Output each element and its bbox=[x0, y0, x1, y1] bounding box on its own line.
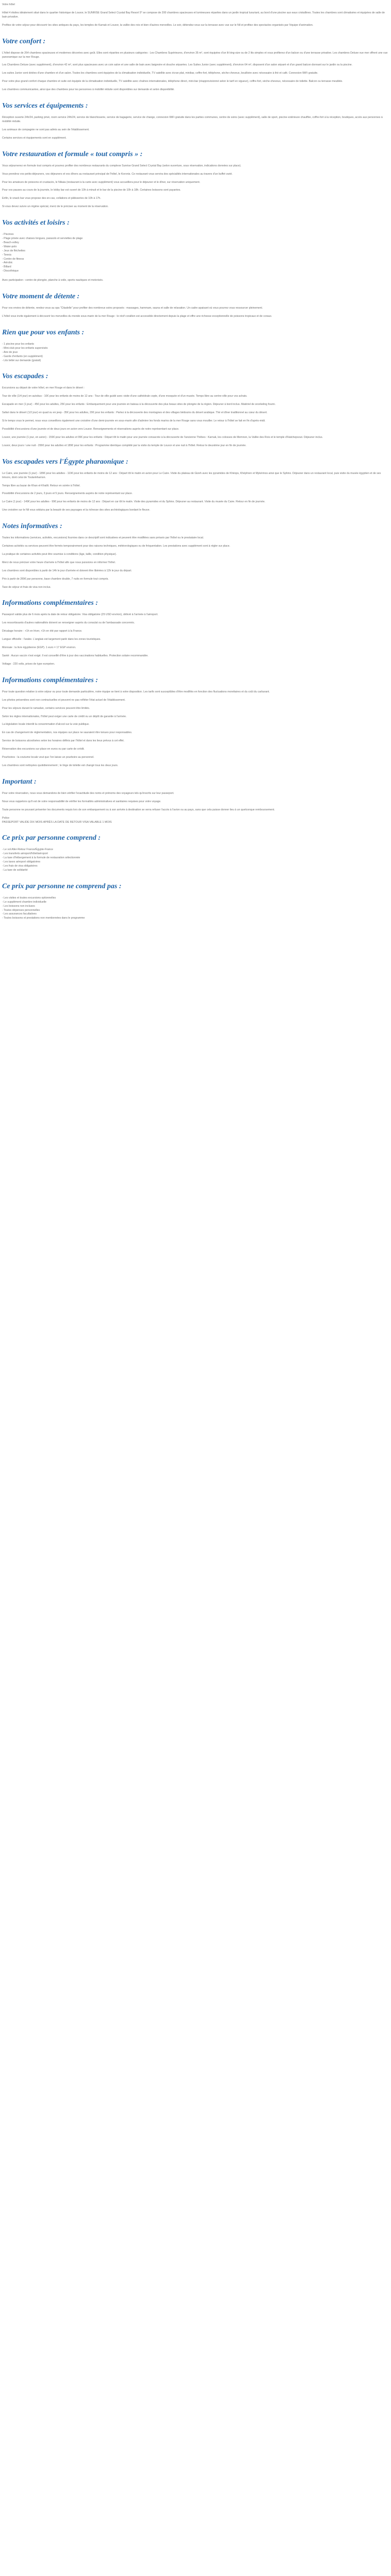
police-label: Police bbox=[2, 816, 10, 820]
list-item: - Beach-volley bbox=[2, 241, 19, 244]
kids-section bbox=[2, 328, 389, 363]
paragraph: La législation locale interdit la consommation d'alcool sur la voie publique. bbox=[2, 723, 90, 726]
paragraph: Les photos présentées sont non contractuelles et peuvent ne pas refléter l'état actuel de l'établissement. bbox=[2, 698, 126, 702]
comfort-section bbox=[2, 37, 389, 92]
list-item: - Billard bbox=[2, 265, 11, 269]
paragraph: Si le temps vous le permet, nous vous conseillons également une croisière d'une demi-journée en sous-marin afin d'admirer les fonds marins de la mer Rouge sans vous mouiller. Le retour à l'hôtel se fait en fin d'après-midi. bbox=[2, 419, 266, 423]
paragraph: Excursions au départ de votre hôtel, en mer Rouge et dans le désert : bbox=[2, 386, 85, 390]
section-title: Vos services et équipements : bbox=[2, 102, 88, 110]
list-item: - Water-polo bbox=[2, 245, 17, 248]
list-item: - Les assurances facultatives bbox=[2, 912, 37, 916]
paragraph: Les animaux de compagnie ne sont pas admis au sein de l'établissement. bbox=[2, 128, 90, 131]
list-item: - Toutes dépenses personnelles bbox=[2, 908, 40, 912]
relax-section bbox=[2, 292, 389, 319]
paragraph: L'hôtel vous invite également à découvrir les merveilles du monde sous-marin de la mer Rouge : le récif corallien est accessible directement depuis la plage et offre une richesse exceptionnelle de poissons tropicaux et de coraux. bbox=[2, 315, 272, 318]
activities-section bbox=[2, 218, 389, 283]
paragraph: Possibilité d'excursions d'une journée et de deux jours en avion vers Louxor. Renseignements et réservations auprès de notre représentant sur place. bbox=[2, 427, 180, 431]
section-title: Informations complémentaires : bbox=[2, 676, 98, 684]
paragraph: Toute personne ne pouvant présenter les documents requis lors de son embarquement ou à son arrivée à destination se verra refuser l'accès à l'avion ou au pays, sans que cela puisse donner lieu à un quelconque remboursement. bbox=[2, 808, 275, 811]
paragraph: Prix à partir de 289€ par personne, base chambre double, 7 nuits en formule tout compris. bbox=[2, 577, 109, 581]
list-item: - Discothèque bbox=[2, 269, 19, 273]
list-item: - La taxe de solidarité bbox=[2, 868, 28, 872]
paragraph: Taxe de séjour et frais de visa non inclus. bbox=[2, 585, 51, 589]
list-item: - Le vol Aller-Retour France/Égypte-France bbox=[2, 848, 53, 852]
paragraph: Les chambres communicantes, ainsi que des chambres pour les personnes à mobilité réduite sont disponibles sur demande et selon disponibilité. bbox=[2, 88, 175, 92]
paragraph: Monnaie : la livre égyptienne (EGP). 1 euro = 17 EGP environ. bbox=[2, 646, 76, 650]
list-item: - Piscines bbox=[2, 233, 14, 236]
paragraph: Possibilité d'excursions de 2 jours, 3 jours et 5 jours. Renseignements auprès de notre représentant sur place. bbox=[2, 492, 133, 496]
section-title: Vos escapades vers l'Égypte pharaonique : bbox=[2, 457, 128, 466]
paragraph: Pour les amateurs de poissons et crustacés, le Nikaia (restaurant à la carte avec supplément) vous accueillera pour le déjeuner et le dîner, sur réservation uniquement. bbox=[2, 180, 201, 184]
intro-paragraph: Hôtel 4 étoiles idéalement situé dans le quartier historique de Louxor, le SUNRISE Grand Select Crystal Bay Resort 5* se compose de 200 chambres spacieuses et lumineuses réparties dans un jardin tropical luxuriant, au bord d'une piscine aux eaux cristallines. Toutes les chambres sont climatisées et équipées de salle de bain privative. bbox=[2, 11, 385, 19]
paragraph: Réservation des excursions sur place en euros ou par carte de crédit. bbox=[2, 748, 85, 751]
paragraph: Pour votre réservation, nous vous demandons de bien vérifier l'exactitude des noms et prénoms des voyageurs tels qu'inscrits sur leur passeport. bbox=[2, 791, 174, 795]
paragraph: Pour votre plus grand confort chaque chambre et suite est équipée de la climatisation individuelle, TV satellite avec chaînes internationales, téléphone direct, mini-bar (réapprovisionné selon le tarif en vigueur), coffre-fort, sèche-cheveux, nécessaire de toilette. Balcon ou terrasse meublée. bbox=[2, 80, 343, 83]
extra-info-section bbox=[2, 676, 389, 768]
egypt-section bbox=[2, 457, 389, 513]
services-section bbox=[2, 101, 389, 141]
passport-callout: PASSEPORT VALIDE DIX MOIS APRÈS LA DATE DE RETOUR VISA VALABLE 1 MOIS bbox=[2, 820, 112, 824]
list-item: - Aérobic bbox=[2, 261, 13, 265]
list-item: - Les taxes aéroport obligatoires bbox=[2, 860, 41, 864]
list-item: - Plage privée avec chaises longues, parasols et serviettes de plage bbox=[2, 237, 83, 241]
paragraph: Les chambres sont nettoyées quotidiennement ; le linge de toilette est changé tous les deux jours. bbox=[2, 764, 119, 767]
list-item: - Centre de fitness bbox=[2, 257, 24, 261]
paragraph: Pourboires : la coutume locale veut que l'on laisse un pourboire au personnel. bbox=[2, 756, 94, 759]
paragraph: Toutes les informations (services, activités, excursions) fournies dans ce descriptif sont indicatives et peuvent être modifiées sans préavis par l'hôtel ou le prestataire local. bbox=[2, 536, 204, 540]
paragraph: Les chambres sont disponibles à partir de 14h le jour d'arrivée et doivent être libérées à 12h le jour du départ. bbox=[2, 569, 132, 572]
paragraph: Vous prendrez vos petits-déjeuners, vos déjeuners et vos dîners au restaurant principal de l'hôtel, le Koronis. Ce restaurant vous servira des spécialités internationales au travers d'un buffet varié. bbox=[2, 172, 233, 176]
section-title: Vos escapades : bbox=[2, 372, 48, 381]
list-item: - Tennis bbox=[2, 253, 12, 257]
list-item: - Les transferts aéroport/hôtel/aéroport bbox=[2, 852, 48, 856]
list-item: - 1 piscine pour les enfants bbox=[2, 342, 34, 346]
section-title: Ce prix par personne comprend : bbox=[2, 834, 101, 842]
paragraph: Les Chambres Deluxe (avec supplément), d'environ 42 m², sont plus spacieuses avec un coin salon et une salle de bain avec baignoire et douche séparées. Les Suites Junior (avec supplément), d'environ 64 m², disposent d'un salon séparé et d'un grand balcon donnant sur le jardin ou la piscine. bbox=[2, 63, 353, 67]
paragraph: Pour les séjours durant le ramadan, certains services peuvent être limités. bbox=[2, 706, 90, 710]
paragraph: Passeport valide plus de 6 mois après la date de retour obligatoire. Visa obligatoire (25 USD environ), délivré à l'arrivée à l'aéroport. bbox=[2, 613, 158, 617]
paragraph: Enfin, le snack bar vous propose des en-cas, collations et pâtisseries de 10h à 17h. bbox=[2, 197, 101, 200]
important-section bbox=[2, 777, 389, 825]
paragraph: Les ressortissants d'autres nationalités doivent se renseigner auprès du consulat ou de l'ambassade concernés. bbox=[2, 621, 135, 625]
intro-section bbox=[2, 3, 389, 28]
paragraph: Certaines activités ou services peuvent être fermés temporairement pour des raisons techniques, météorologiques ou de fréquentation. Les prestations avec supplément sont à régler sur place. bbox=[2, 545, 231, 548]
paragraph: La pratique de certaines activités peut être soumise à conditions (âge, taille, condition physique). bbox=[2, 552, 117, 556]
list-item: - Les boissons non incluses bbox=[2, 904, 35, 908]
paragraph: Une croisière sur le Nil vous séduira par la beauté de ses paysages et la richesse des sites archéologiques bordant le fleuve. bbox=[2, 509, 150, 512]
paragraph: Merci de nous préciser votre heure d'arrivée à l'hôtel afin que nous puissions en informer l'hôtel. bbox=[2, 561, 116, 564]
paragraph: L'hôtel dispose de 264 chambres spacieuses et modernes décorées avec goût. Elles sont réparties en plusieurs catégories : Les Chambres Supérieures, d'environ 35 m², sont équipées d'un lit king-size ou de 2 lits simples et vous profiterez d'un balcon ou d'une terrasse privative. Les chambres Deluxe vue mer offrent une vue panoramique sur la mer Rouge. bbox=[2, 51, 388, 59]
paragraph: Avec participation : centre de plongée, planche à voile, sports nautiques et motorisés. bbox=[2, 279, 104, 282]
excursions-section bbox=[2, 372, 389, 448]
practical-section bbox=[2, 599, 389, 666]
paragraph: Tour de ville (1/4 jour) en autobus - 10€ pour les enfants de moins de 12 ans : Tour de ville guidé avec visite d'une cathédrale copte, d'une mosquée et d'un musée. Temps libre au centre-ville pour vos achats. bbox=[2, 395, 248, 398]
section-title: Vos activités et loisirs : bbox=[2, 219, 70, 227]
list-item: - Garde d'enfants (en supplément) bbox=[2, 354, 43, 358]
paragraph: Service de boissons alcoolisées selon les horaires définis par l'hôtel et dans les lieux prévus à cet effet. bbox=[2, 739, 125, 743]
section-title: Rien que pour vos enfants : bbox=[2, 328, 85, 336]
section-title: Ce prix par personne ne comprend pas : bbox=[2, 882, 122, 890]
paragraph: Santé : Aucun vaccin n'est exigé. Il est conseillé d'être à jour des vaccinations habituelles. Protection solaire recommandée. bbox=[2, 654, 149, 657]
paragraph: Vous séjournerez en formule tout compris et pourrez profiter des nombreux restaurants du complexe Sunrise Grand Select Crystal Bay (selon ouverture, sous réservation, indications données sur place). bbox=[2, 164, 241, 167]
intro-paragraph: Profitez de votre séjour pour découvrir les sites antiques du pays, les temples de Karnak et Louxor, la vallée des rois et bien d'autres merveilles. Le soir, détendez-vous sur la terrasse avec vue sur le Nil et profitez des spectacles organisés par l'équipe d'animation. bbox=[2, 23, 314, 27]
notes-section bbox=[2, 522, 389, 589]
paragraph: Pour toute question relative à votre séjour ou pour toute demande particulière, notre équipe se tient à votre disposition. Les tarifs sont susceptibles d'être modifiés en fonction des fluctuations monétaires et du coût du carburant. bbox=[2, 690, 270, 693]
section-title: Notes informatives : bbox=[2, 522, 62, 531]
intro-heading: Votre hôtel bbox=[2, 3, 15, 6]
paragraph: Langue officielle : l'arabe. L'anglais est largement parlé dans les zones touristiques. bbox=[2, 638, 101, 641]
section-title: Votre moment de détente : bbox=[2, 293, 80, 301]
paragraph: Temps libre au bazar de Khan el-Khalili. Retour en soirée à l'hôtel. bbox=[2, 484, 80, 487]
list-item: - Mini-club pour les enfants supervisés bbox=[2, 346, 48, 350]
list-item: - Les frais de visa obligatoires bbox=[2, 865, 38, 868]
paragraph: Nous vous rappelons qu'il est de votre responsabilité de vérifier les formalités administratives et sanitaires requises pour votre voyage. bbox=[2, 800, 161, 803]
list-item: - Jeux de fléchettes bbox=[2, 249, 25, 252]
list-item: - Lits bébé sur demande (gratuit) bbox=[2, 359, 41, 362]
paragraph: Pour vos envies de détente, rendez-vous au spa "Citadelle" pour profiter des nombreux soins proposés : massages, hammam, sauna et salle de relaxation. Un cadre apaisant où vous pourrez vous ressourcer pleinement. bbox=[2, 307, 263, 310]
list-item: - Aire de jeux bbox=[2, 350, 18, 354]
list-item: - Le supplément chambre individuelle bbox=[2, 900, 46, 904]
paragraph: Louxor, une journée (1 jour, en avion) - 159€ pour les adultes et 99€ pour les enfants : Départ tôt le matin pour une journée consacrée à la découverte de l'ancienne Thèbes : Karnak, les colosses de Memnon, la Vallée des Rois et le temple d'Hatchepsout. Déjeuner inclus. bbox=[2, 435, 323, 439]
section-title: Votre restauration et formule « tout compris » : bbox=[2, 150, 143, 158]
paragraph: Réception ouverte 24h/24, parking privé, room service 24h/24, service de blanchisserie, service de bagagerie, service de change, connexion WiFi gratuite dans les parties communes, centre de soins (avec supplément), salle de sport, piscine extérieure chauffée, coffre-fort à la réception, boutiques, accès aux personnes à mobilité réduite. bbox=[2, 116, 383, 123]
section-title: Informations complémentaires : bbox=[2, 599, 98, 607]
price-excludes-section bbox=[2, 882, 389, 921]
paragraph: Escapade en mer (1 jour) - 45€ pour les adultes, 25€ pour les enfants : Embarquement pour une journée en bateau à la découverte des plus beaux sites de plongée de la région. Déjeuner à bord inclus. Matériel de snorkeling fourni. bbox=[2, 403, 276, 406]
dining-section bbox=[2, 150, 389, 209]
paragraph: Le Caire (1 jour) - 149€ pour les adultes - 99€ pour les enfants de moins de 12 ans : Départ en car tôt le matin. Visite des pyramides et du Sphinx. Déjeuner au restaurant. Visite du musée du Caire. Retour en fin de journée. bbox=[2, 500, 266, 504]
paragraph: Pour vos pauses au cours de la journée, le lobby bar est ouvert de 10h à minuit et le bar de la piscine de 10h à 18h. Certaines boissons sont payantes. bbox=[2, 189, 181, 192]
paragraph: Les suites Junior sont dotées d'une chambre et d'un salon. Toutes les chambres sont équipées de la climatisation individuelle, TV satellite avec écran plat, minibar, coffre-fort, téléphone, sèche-cheveux, bouilloire avec nécessaire à thé et café. Connexion WiFi gratuite. bbox=[2, 72, 318, 75]
paragraph: Si vous devez suivre un régime spécial, merci de le préciser au moment de la réservation. bbox=[2, 205, 109, 209]
paragraph: Voltage : 220 volts, prises de type européen. bbox=[2, 662, 55, 666]
paragraph: Louxor, deux jours / une nuit - 299€ pour les adultes et 189€ pour les enfants : Programme identique complété par la visite du temple de Louxor et une nuit à l'hôtel. Retour le deuxième jour en fin de journée. bbox=[2, 444, 247, 447]
list-item: - La taxe d'hébergement à la formule de restauration sélectionnée bbox=[2, 856, 80, 860]
section-title: Votre confort : bbox=[2, 37, 45, 45]
paragraph: Selon les règles internationales, l'hôtel peut exiger une carte de crédit ou un dépôt de garantie à l'arrivée. bbox=[2, 715, 127, 718]
section-title: Important : bbox=[2, 777, 37, 786]
list-item: - Les visites et toutes excursions optionnelles bbox=[2, 896, 56, 900]
paragraph: Le Caire, une journée (1 jour) - 189€ pour les adultes - 119€ pour les enfants de moins de 12 ans : Départ tôt le matin en avion pour Le Caire. Visite du plateau de Gizeh avec les pyramides de Khéops, Khéphren et Mykérinos ainsi que le Sphinx. Déjeuner dans un restaurant local, puis visite du musée égyptien et de ses trésors, dont celui de Toutankhamon. bbox=[2, 471, 381, 479]
paragraph: Safari dans le désert (1/2 jour) en quad ou en jeep - 35€ pour les adultes, 20€ pour les enfants : Partez à la découverte des montagnes et des villages bédouins du désert arabique. Thé et dîner traditionnel au cœur du désert. bbox=[2, 411, 268, 415]
paragraph: Certains services et équipements sont en supplément. bbox=[2, 136, 67, 140]
paragraph: En cas de changement de réglementation, nos équipes sur place ne sauraient être tenues pour responsables. bbox=[2, 731, 133, 735]
paragraph: Décalage horaire : +1h en hiver, +1h en été par rapport à la France. bbox=[2, 630, 83, 633]
price-includes-section bbox=[2, 834, 389, 872]
page bbox=[0, 0, 391, 926]
list-item: - Toutes boissons et prestations non mentionnées dans le programme bbox=[2, 917, 85, 920]
